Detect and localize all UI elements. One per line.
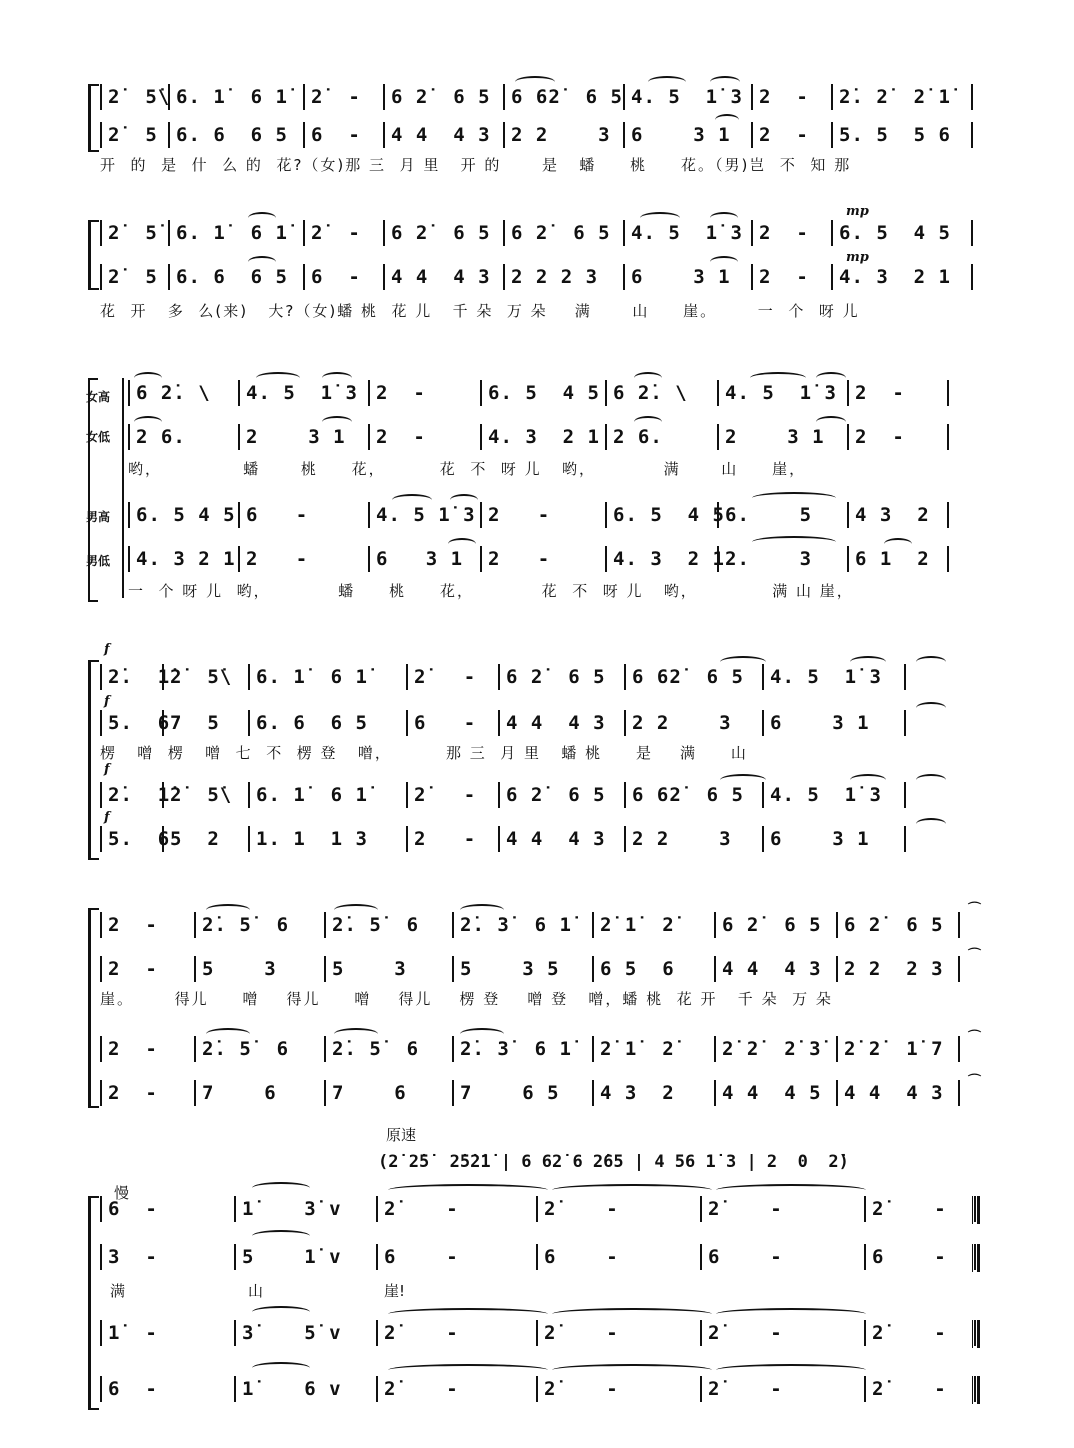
measure: 2 - — [238, 546, 368, 572]
measure: 4 3 2 — [847, 502, 949, 528]
measure: 6. 1̇ 6 1̇ — [168, 220, 303, 246]
measure: 6 2̇. \ — [128, 380, 238, 406]
slur — [334, 904, 378, 916]
staff-row — [100, 1244, 990, 1270]
measure: 6 3 1 — [368, 546, 480, 572]
measure: 4 4 4 3 — [383, 122, 503, 148]
staff-row — [100, 1080, 990, 1106]
system-3 — [0, 366, 1074, 606]
measure: 2̇ - — [303, 84, 383, 110]
measure: 2 2 3 — [624, 826, 762, 852]
measure: 6 5 6 — [592, 956, 714, 982]
measure: 2̇ 1̇ 2̇ — [592, 1036, 714, 1062]
slur — [552, 1184, 712, 1196]
slur — [816, 372, 846, 384]
fermata-mark: ⌒ — [968, 902, 982, 917]
measure: 4. 5 1̇ 3 — [717, 380, 847, 406]
slur — [515, 76, 555, 88]
measure: 6 - — [536, 1244, 700, 1270]
slur — [720, 656, 766, 668]
measure: 2 - — [751, 264, 831, 290]
measure: 2̇. 3̇ 6 1̇ — [452, 1036, 592, 1062]
slur — [916, 656, 946, 668]
measure: 2 - — [100, 956, 194, 982]
measure: 5 3 5 — [452, 956, 592, 982]
measure: 4. 5 1̇ 3 — [762, 782, 906, 808]
slur — [322, 372, 352, 384]
measure: 2̇ - — [700, 1196, 864, 1222]
slur — [716, 1308, 866, 1320]
measure: 6. 5 4 5 — [480, 380, 605, 406]
measure: 6. 5 4 5 — [128, 502, 238, 528]
tempo-mark: 原速 — [386, 1126, 417, 1144]
slur — [720, 774, 766, 786]
measure: 2 - — [751, 220, 831, 246]
slur — [252, 1306, 310, 1318]
slur — [388, 1364, 548, 1376]
measure: 6 2̇ 6 5 — [383, 84, 503, 110]
measure: 2 - — [100, 1080, 194, 1106]
measure: 6. 5 4 5 — [831, 220, 973, 246]
slur — [710, 76, 740, 88]
dynamic-mark: f — [104, 762, 110, 777]
slur — [134, 416, 162, 428]
measure: 6. 1̇ 6 1̇ — [248, 782, 406, 808]
measure: 2̇ 5 — [100, 122, 168, 148]
measure: 2̇ 5̇\ — [162, 664, 248, 690]
measure: 6 2̇ 6 5 — [503, 220, 623, 246]
measure: 2̇ 2̇ 2̇ 3̇ — [714, 1036, 836, 1062]
measure: 2̇ - — [376, 1320, 536, 1346]
measure: 6 - — [700, 1244, 864, 1270]
measure: 6 2̇ 6 5 — [836, 912, 960, 938]
lyrics-line: 一 个 呀 儿 哟， 蟠 桃 花， 花 不 呀 儿 哟， 满 山 崖， — [128, 582, 854, 600]
final-barline — [972, 1320, 980, 1348]
slur — [552, 1308, 712, 1320]
measure: 6 - — [376, 1244, 536, 1270]
slur — [750, 372, 806, 384]
slur — [634, 416, 662, 428]
dynamic-mark: f — [104, 694, 110, 709]
measure: 2 - — [368, 424, 480, 450]
staff-row — [100, 220, 990, 246]
measure: 2̇ - — [406, 782, 498, 808]
system-brace — [88, 84, 99, 152]
slur — [816, 416, 846, 428]
measure: 4 4 4 3 — [714, 956, 836, 982]
measure: 2 6. — [128, 424, 238, 450]
measure: 2̇. 1̇ — [100, 782, 162, 808]
measure: 4. 3 2 1 — [605, 546, 717, 572]
measure: 6 3 1 — [623, 264, 751, 290]
measure: 5 3 — [194, 956, 324, 982]
measure: 2̇ 5̇ — [100, 220, 168, 246]
measure: 3 - — [100, 1244, 234, 1270]
measure: 6 2̇ 6 5 — [498, 782, 624, 808]
slur — [552, 1364, 712, 1376]
measure: 6 - — [864, 1244, 976, 1270]
slur — [916, 818, 946, 830]
lyrics-line: 楞 噌 楞 噌 七 不 楞 登 噌， 那 三 月 里 蟠 桃 是 满 山 — [100, 744, 748, 762]
measure: 2 - — [368, 380, 480, 406]
final-barline — [972, 1376, 980, 1404]
staff-row — [128, 502, 988, 528]
slur — [752, 536, 836, 548]
measure: 4. 5 1̇ 3 — [238, 380, 368, 406]
slur — [716, 1184, 866, 1196]
measure: 6 3 1 — [762, 710, 906, 736]
fermata-mark: ⌒ — [968, 1030, 982, 1045]
measure: 4 3 2 — [592, 1080, 714, 1106]
measure: 2 - — [100, 1036, 194, 1062]
slur — [916, 702, 946, 714]
system-brace — [88, 220, 99, 290]
voice-label: 男高 — [86, 510, 111, 524]
slur — [850, 774, 886, 786]
measure: 2̇ 5 — [100, 264, 168, 290]
measure: 2̇ 1̇ 2̇ — [592, 912, 714, 938]
system-5 — [0, 902, 1074, 1112]
measure: 5 3 — [324, 956, 452, 982]
measure: 2̇ - — [864, 1320, 976, 1346]
measure: 2 3 1 — [717, 424, 847, 450]
measure: 6 - — [100, 1376, 234, 1402]
voice-label: 女低 — [86, 430, 111, 444]
measure: 4. 5 1̇ 3 — [623, 84, 751, 110]
measure: 4 4 4 3 — [836, 1080, 960, 1106]
slur — [248, 256, 276, 268]
measure: 6 2̇. \ — [605, 380, 717, 406]
measure: 6. 5 — [717, 502, 847, 528]
measure: 2 - — [751, 122, 831, 148]
voice-label: 男低 — [86, 554, 111, 568]
measure: 4. 3 2 1 — [128, 546, 238, 572]
voice-label: 女高 — [86, 390, 111, 404]
slur — [388, 1308, 548, 1320]
measure: 2 - — [480, 546, 605, 572]
measure: 2 6. — [605, 424, 717, 450]
slur — [710, 212, 738, 224]
slur — [640, 212, 680, 224]
staff-row — [100, 1376, 990, 1402]
measure: 2̇ - — [700, 1376, 864, 1402]
slur — [334, 1028, 378, 1040]
measure: 7 6 — [194, 1080, 324, 1106]
staff-row — [100, 956, 990, 982]
slur — [252, 1362, 310, 1374]
final-barline — [972, 1244, 980, 1272]
slur — [850, 656, 886, 668]
staff-row — [100, 1320, 990, 1346]
measure: 2̇ 5̇\ — [162, 782, 248, 808]
measure: 7 5 — [162, 710, 248, 736]
measure: 4. 5 1̇ 3 — [762, 664, 906, 690]
measure: 2 - — [847, 424, 949, 450]
measure: 6 - — [100, 1196, 234, 1222]
measure: 4 4 4 3 — [498, 710, 624, 736]
measure: 2 3 1 — [238, 424, 368, 450]
measure: 7 6 5 — [452, 1080, 592, 1106]
slur — [450, 494, 478, 506]
measure: 6 - — [303, 264, 383, 290]
measure: 2. 3 — [717, 546, 847, 572]
tempo-mark: 慢 — [114, 1184, 130, 1202]
measure: 6 2̇ 6 5 — [714, 912, 836, 938]
measure: 2 2 2 3 — [836, 956, 960, 982]
measure: 2̇ 2̇ 1̇ 7 — [836, 1036, 960, 1062]
measure: 6 1 2 — [847, 546, 949, 572]
slur — [916, 774, 946, 786]
slur — [388, 1184, 548, 1196]
measure: 1̇ - — [100, 1320, 234, 1346]
staff-row — [100, 710, 990, 736]
measure: 6. 6 6 5 — [248, 710, 406, 736]
system-6 — [0, 1120, 1074, 1440]
slur — [716, 1364, 866, 1376]
measure: 4. 3 2 1 — [480, 424, 605, 450]
measure: 4 4 4 3 — [498, 826, 624, 852]
dynamic-mark: f — [104, 810, 110, 825]
measure: 2 - — [751, 84, 831, 110]
measure: 3̇ 5̇ v — [234, 1320, 376, 1346]
measure: 2̇. 1̇ — [100, 664, 162, 690]
measure: 6 - — [303, 122, 383, 148]
measure: 2̇. 3̇ 6 1̇ — [452, 912, 592, 938]
measure: 6 62̇ 6 5 — [503, 84, 623, 110]
slur — [206, 904, 250, 916]
slur — [134, 372, 162, 384]
dynamic-mark: mp — [846, 204, 869, 219]
measure: 2̇ - — [864, 1376, 976, 1402]
measure: 4. 5 1̇ 3 — [623, 220, 751, 246]
measure: 6 62̇ 6 5 — [624, 664, 762, 690]
slur — [252, 1182, 310, 1194]
lyrics-line: 哟， 蟠 桃 花， 花 不 呀 儿 哟， 满 山 崖， — [128, 460, 807, 478]
measure: 1̇ 3̇ v — [234, 1196, 376, 1222]
staff-row — [100, 264, 990, 290]
system-brace — [88, 660, 99, 860]
measure: 6 62̇ 6 5 — [624, 782, 762, 808]
slur — [322, 416, 352, 428]
measure: 2 2 3 — [624, 710, 762, 736]
measure: 2̇ - — [536, 1376, 700, 1402]
measure: 6. 1̇ 6 1̇ — [168, 84, 303, 110]
measure: 7 6 — [324, 1080, 452, 1106]
measure: 2̇ - — [700, 1320, 864, 1346]
slur — [884, 538, 912, 550]
slur — [715, 114, 739, 126]
measure: 2̇. 5̇ 6 — [194, 1036, 324, 1062]
measure: 2̇. 5̇ 6 — [324, 1036, 452, 1062]
measure: 2 2 3 — [503, 122, 623, 148]
measure: 5 1̇ v — [234, 1244, 376, 1270]
measure: 6 - — [238, 502, 368, 528]
measure: 4. 3 2 1 — [831, 264, 973, 290]
measure: 2̇ - — [376, 1376, 536, 1402]
measure: 2̇ - — [864, 1196, 976, 1222]
slur — [752, 492, 836, 504]
measure: 6. 6 6 5 — [168, 122, 303, 148]
lyrics-line: 花 开 多 么(来) 大?（女)蟠 桃 花 儿 千 朵 万 朵 满 山 崖。 一 个 呀 儿 — [100, 302, 860, 320]
measure: 1̇ 6 v — [234, 1376, 376, 1402]
slur — [634, 372, 662, 384]
measure: 5. 6 — [100, 710, 162, 736]
system-bracket — [122, 378, 124, 598]
measure: 2̇. 2̇ 2̇ 1̇ — [831, 84, 973, 110]
measure: 6. 6 6 5 — [168, 264, 303, 290]
system-1 — [0, 78, 1074, 188]
lyrics-line: 崖。 得儿 噌 得儿 噌 得儿 楞 登 噌 登 噌，蟠 桃 花 开 千 朵 万 朵 — [100, 990, 833, 1008]
slur — [252, 1230, 310, 1242]
slur — [248, 212, 276, 224]
measure: 2 - — [847, 380, 949, 406]
dynamic-mark: f — [104, 642, 110, 657]
lyric-word: 崖! — [384, 1282, 406, 1300]
measure: 6 2̇ 6 5 — [383, 220, 503, 246]
lyrics-line: 开 的 是 什 么 的 花?（女)那 三 月 里 开 的 是 蟠 桃 花。（男)岂 不 知 那 — [100, 156, 852, 174]
slur — [710, 256, 738, 268]
measure: 6 3 1 — [762, 826, 906, 852]
measure: 2̇ - — [536, 1320, 700, 1346]
measure: 2 2 2 3 — [503, 264, 623, 290]
slur — [448, 538, 476, 550]
measure: 2̇ - — [536, 1196, 700, 1222]
system-4 — [0, 642, 1074, 864]
dynamic-mark: mp — [846, 250, 869, 265]
slur — [256, 372, 300, 384]
staff-row — [128, 546, 988, 572]
measure: 5. 5 5 6 — [831, 122, 973, 148]
final-barline — [972, 1196, 980, 1224]
slur — [460, 1028, 504, 1040]
measure: 4. 5 1̇ 3 — [368, 502, 480, 528]
measure: 4 4 4 3 — [383, 264, 503, 290]
staff-row — [100, 122, 990, 148]
slur — [206, 1028, 250, 1040]
measure: 1. 1 1 3 — [248, 826, 406, 852]
interlude-line: (2̇ 2̇5̇ 2̇5̇2̇1̇ | 6 62̇ 6 2̇65 | 4 56 1̇ 3 | 2 0 2̇) — [378, 1152, 849, 1172]
measure: 4 4 4 5 — [714, 1080, 836, 1106]
measure: 6 3 1 — [623, 122, 751, 148]
measure: 2̇ - — [376, 1196, 536, 1222]
measure: 2̇ 5̇\ — [100, 84, 168, 110]
measure: 2̇. 5̇ 6 — [324, 912, 452, 938]
measure: 2 - — [480, 502, 605, 528]
fermata-mark: ⌒ — [968, 948, 982, 963]
system-brace — [88, 908, 99, 1108]
measure: 2̇ - — [303, 220, 383, 246]
slur — [648, 76, 686, 88]
slur — [460, 904, 504, 916]
measure: 6. 5 4 5 — [605, 502, 717, 528]
system-brace — [88, 1196, 99, 1410]
staff-row — [100, 826, 990, 852]
measure: 6 2̇ 6 5 — [498, 664, 624, 690]
slur — [392, 494, 432, 506]
measure: 2̇ - — [406, 664, 498, 690]
lyric-word: 满 — [110, 1282, 126, 1300]
measure: 2 - — [406, 826, 498, 852]
measure: 6. 1̇ 6 1̇ — [248, 664, 406, 690]
staff-row — [128, 424, 988, 450]
system-2 — [0, 204, 1074, 334]
measure: 2̇. 5̇ 6 — [194, 912, 324, 938]
staff-row — [100, 1196, 990, 1222]
lyric-word: 山 — [248, 1282, 264, 1300]
measure: 5 2 — [162, 826, 248, 852]
fermata-mark: ⌒ — [968, 1074, 982, 1089]
measure: 2 - — [100, 912, 194, 938]
measure: 6 - — [406, 710, 498, 736]
measure: 5. 6 — [100, 826, 162, 852]
